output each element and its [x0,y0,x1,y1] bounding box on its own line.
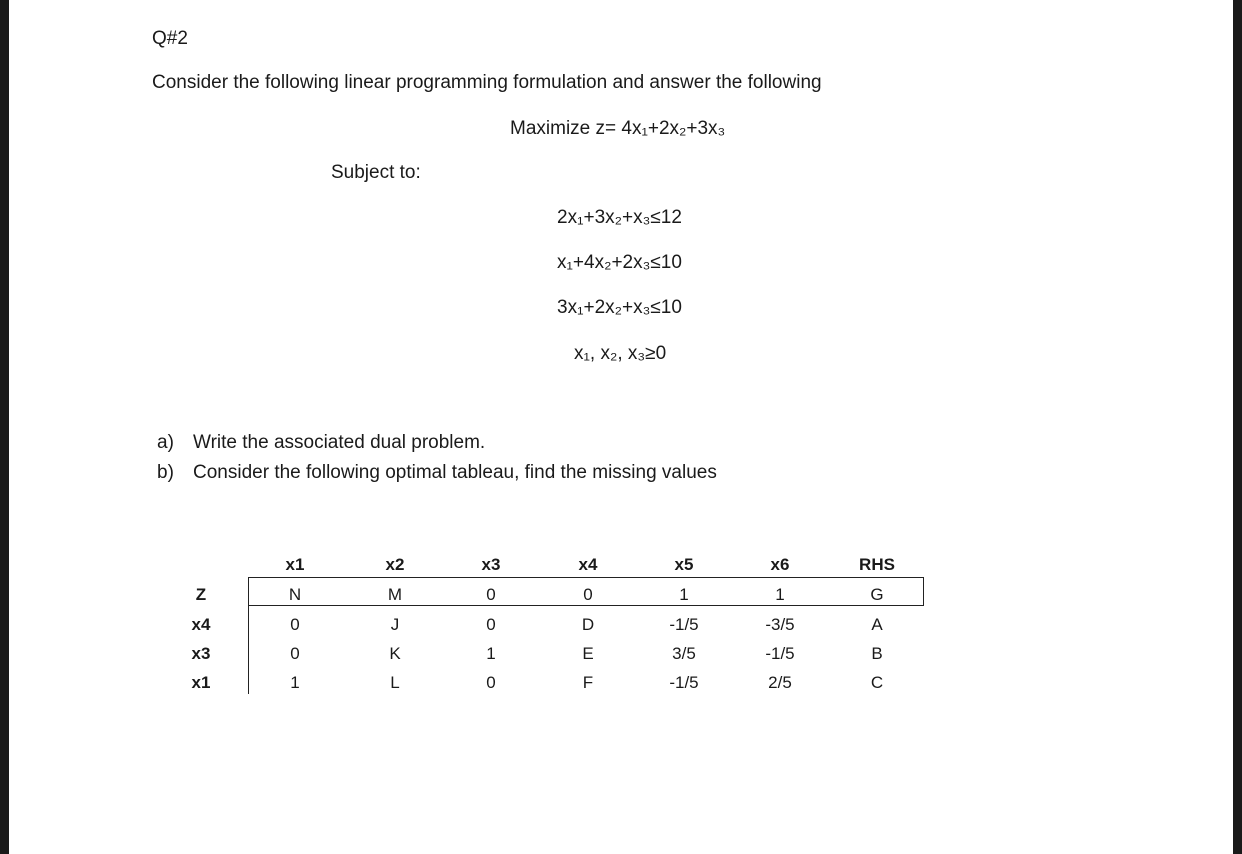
header-x2: x2 [385,555,405,574]
cell-x1-x6: 2/5 [768,673,792,692]
cell-x4-rhs: A [871,615,883,634]
cell-x1-rhs: C [870,673,884,692]
cell-x4-x5: -1/5 [669,615,699,634]
row-label-x1: x1 [191,673,211,692]
subject-to-label: Subject to: [331,162,421,183]
cell-x3-x3: 1 [486,644,496,663]
cell-z-rhs: G [870,585,884,604]
cell-x1-x2: L [390,673,400,692]
constraint-1: 2x₁+3x₂+x₃≤12 [557,207,682,228]
cell-x3-rhs: B [871,644,883,663]
header-x5: x5 [674,555,694,574]
part-b-text: Consider the following optimal tableau, find the missing values [193,462,717,483]
header-x3: x3 [481,555,501,574]
header-x1: x1 [285,555,305,574]
cell-x1-x5: -1/5 [669,673,699,692]
row-label-x4: x4 [191,615,211,634]
cell-x1-x4: F [582,673,594,692]
cell-z-x2: M [387,585,403,604]
part-a-marker: a) [157,432,174,453]
header-x6: x6 [770,555,790,574]
non-negativity-constraint: x₁, x₂, x₃≥0 [574,343,667,364]
part-a-text: Write the associated dual problem. [193,432,486,453]
cell-x3-x1: 0 [290,644,300,663]
document-page [9,0,1233,854]
question-intro: Consider the following linear programming formulation and answer the following [152,72,822,93]
cell-z-x3: 0 [486,585,496,604]
cell-x3-x4: E [582,644,594,663]
cell-x3-x5: 3/5 [672,644,696,663]
part-b-marker: b) [157,462,174,483]
header-rhs: RHS [859,555,895,574]
constraint-2: x₁+4x₂+2x₃≤10 [557,252,682,273]
constraint-3: 3x₁+2x₂+x₃≤10 [557,297,682,318]
objective-function: Maximize z= 4x₁+2x₂+3x₃ [510,118,726,139]
tableau-divider [248,606,249,694]
cell-x4-x6: -3/5 [765,615,795,634]
cell-x4-x4: D [581,615,595,634]
cell-z-x5: 1 [679,585,689,604]
cell-x1-x3: 0 [486,673,496,692]
cell-x4-x1: 0 [290,615,300,634]
row-label-z: Z [195,585,207,604]
cell-x4-x3: 0 [486,615,496,634]
question-label: Q#2 [152,28,188,49]
cell-x3-x2: K [389,644,401,663]
cell-x3-x6: -1/5 [765,644,795,663]
header-x4: x4 [578,555,598,574]
cell-z-x4: 0 [583,585,593,604]
cell-x1-x1: 1 [290,673,300,692]
cell-z-x6: 1 [775,585,785,604]
cell-x4-x2: J [390,615,400,634]
cell-z-x1: N [288,585,302,604]
row-label-x3: x3 [191,644,211,663]
